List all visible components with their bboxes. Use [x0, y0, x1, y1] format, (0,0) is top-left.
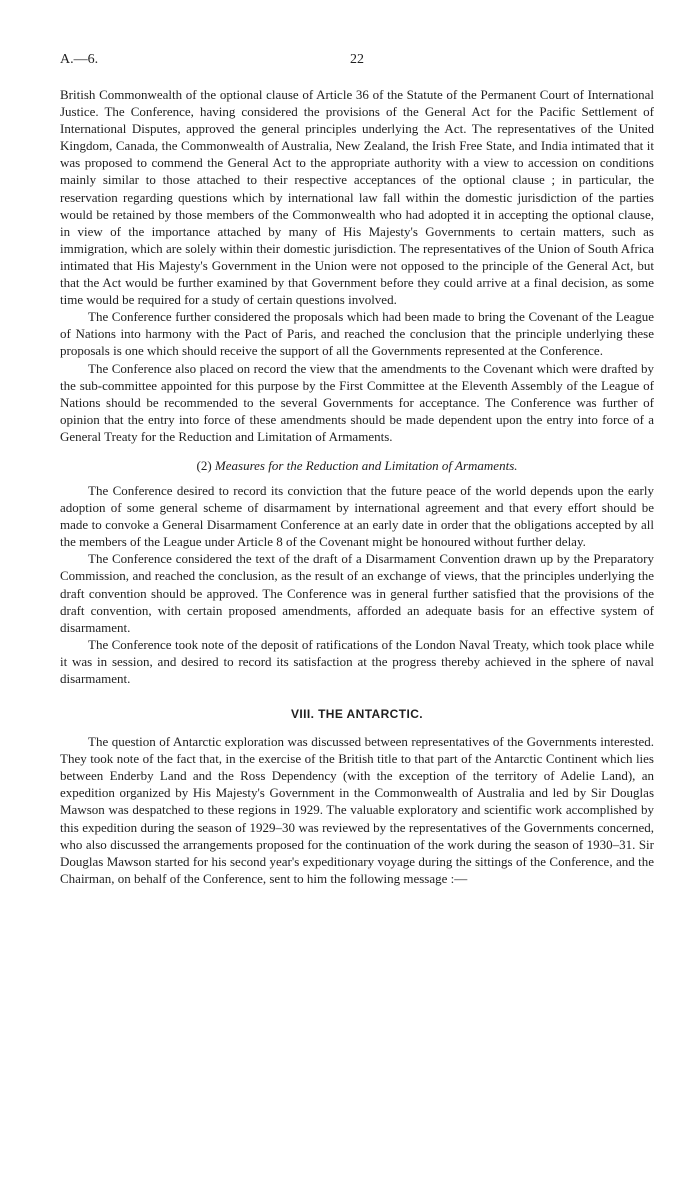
paragraph-antarctic-exploration: The question of Antarctic exploration was discussed between representatives of the Governments interested. They took note of the fact that, in the exercise of the British title to that part of the Antarctic Continent which lies between Enderby Land and the Ross Dependency (with the exception of the territory of Adelie Land), an expedition organized by His Majesty's Government in the Commonwealth of Australia and led by Sir Douglas Mawson was despatched to these regions in 1929. The valuable exploratory and scientific work accomplished by this expedition during the season of 1929–30 was reviewed by the representatives of the Governments concerned, who also discussed the arrangements proposed for the continuation of the work during the season of 1930–31. Sir Douglas Mawson started for his second year's expeditionary voyage during the sittings of the Conference, and the Chairman, on behalf of the Conference, sent to him the following message :— — [60, 734, 654, 886]
paragraph-covenant-amendments: The Conference also placed on record the view that the amendments to the Covenant which were drafted by the sub-committee appointed for this purpose by the First Committee at the Eleventh Assembly of the League of Nations should be recommended to the several Governments for acceptance. The Conference was further of opinion that the entry into force of these amendments should be made dependent upon the entry into force of a General Treaty for the Reduction and Limitation of Armaments. — [60, 360, 654, 444]
document-reference: A.—6. — [60, 52, 99, 67]
section-heading-antarctic: VIII. THE ANTARCTIC. — [291, 707, 423, 722]
subsection-number: (2) — [196, 457, 212, 473]
document-page — [60, 52, 654, 887]
paragraph-draft-convention: The Conference considered the text of the draft of a Disarmament Convention drawn up by the Preparatory Commission, and reached the conclusion, as the result of an exchange of views, that the principles underlying the draft convention should be approved. The Conference was in general further satisfied that the provisions of the draft convention, with certain proposed amendments, afforded an adequate basis for an effective system of disarmament. — [60, 551, 654, 635]
paragraph-pact-of-paris: The Conference further considered the proposals which had been made to bring the Covenant of the League of Nations into harmony with the Pact of Paris, and reached the conclusion that the principle underlying these proposals is one which should receive the support of all the Governments represented at the Conference. — [60, 309, 654, 359]
paragraph-disarmament-conviction: The Conference desired to record its conviction that the future peace of the world depends upon the early adoption of some general scheme of disarmament by international agreement and that every effort should be made to convoke a General Disarmament Conference at an early date in order that the obligations accepted by all the members of the League under Article 8 of the Covenant might be honoured without further delay. — [60, 482, 654, 550]
page-number: 22 — [350, 52, 364, 67]
running-header — [60, 52, 654, 76]
paragraph-dispute-settlement: British Commonwealth of the optional clause of Article 36 of the Statute of the Permanent Court of International Justice. The Conference, having considered the provisions of the General Act for the Pacific Settlement of International Disputes, approved the general principles underlying the Act. The representatives of the United Kingdom, Canada, the Commonwealth of Australia, New Zealand, the Irish Free State, and India intimated that it was proposed to commend the General Act to the appropriate authority with a view to accession on conditions mainly similar to those attached to their respective acceptances of the optional clause ; in particular, the reservation regarding questions which by international law fall within the domestic jurisdiction of the parties would be retained by those members of the Commonwealth who had adopted it in accepting the optional clause, in view of the importance attached by many of His Majesty's Governments to certain matters, such as immigration, which are solely within their domestic jurisdiction. The representatives of the Union of South Africa intimated that His Majesty's Government in the Union were not opposed to the principle of the General Act, but that the Act would be further examined by that Government before they could arrive at a final decision, as some time would be required for a study of certain questions involved. — [60, 87, 654, 308]
subsection-heading — [60, 457, 654, 474]
paragraph-naval-treaty: The Conference took note of the deposit of ratifications of the London Naval Treaty, which took place while it was in session, and desired to record its satisfaction at the progress thereby achieved in the sphere of naval disarmament. — [60, 636, 654, 686]
subsection-title: Measures for the Reduction and Limitation of Armaments. — [214, 457, 518, 473]
